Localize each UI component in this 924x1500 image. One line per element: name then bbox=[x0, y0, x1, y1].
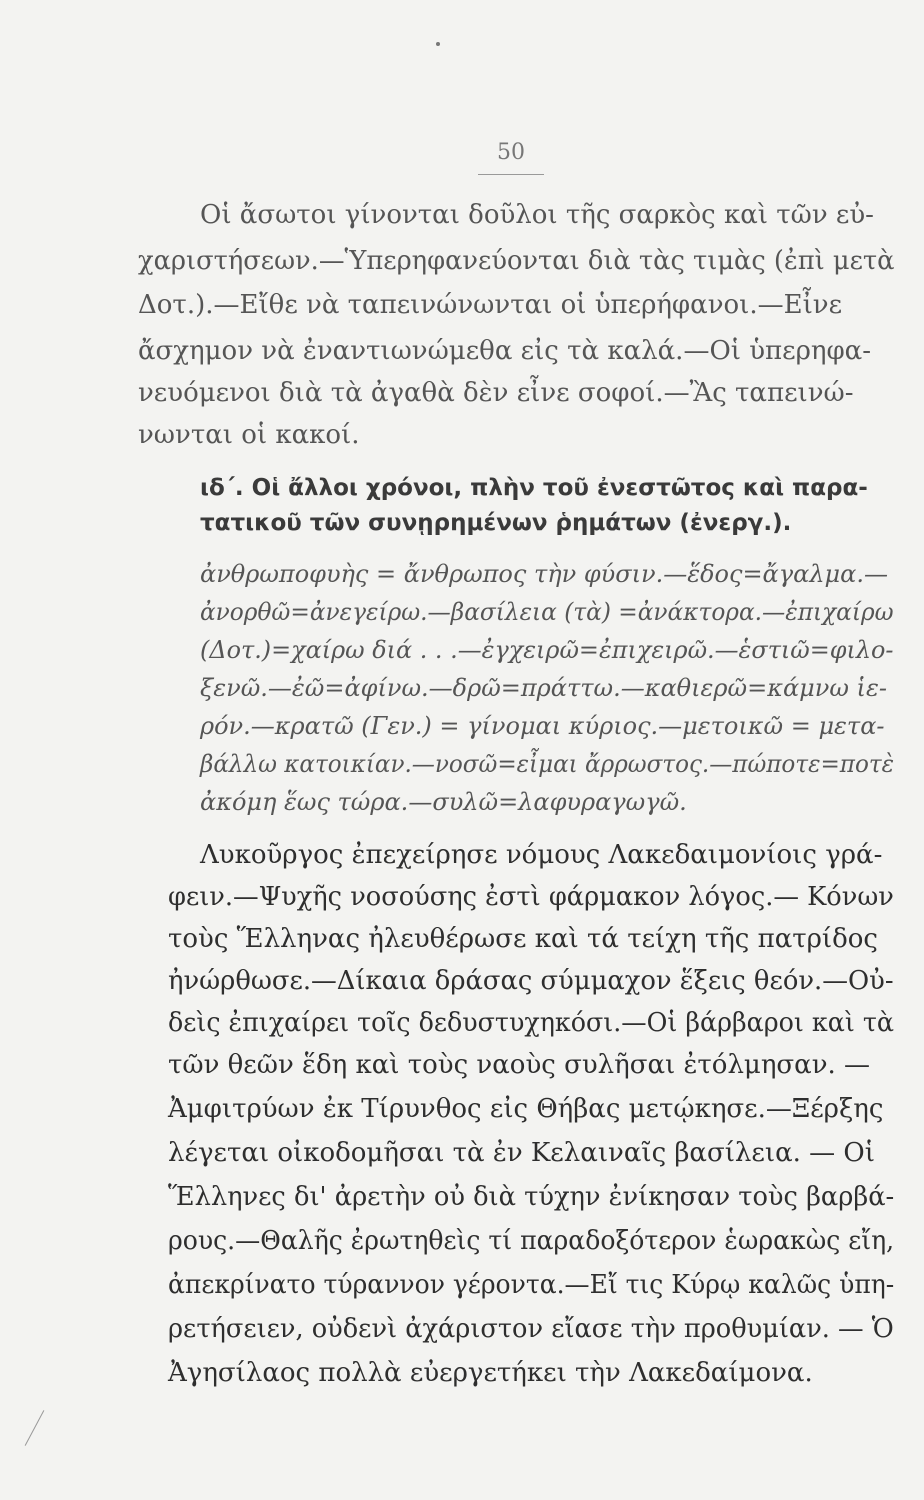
text-line: ἠνώρθωσε.—Δίκαια δράσας σύμμαχον ἕξεις θεόν.—Οὐ- bbox=[168, 966, 894, 996]
ink-speck bbox=[436, 42, 440, 46]
text-line: Οἱ ἄσωτοι γίνονται δοῦλοι τῆς σαρκὸς καὶ τῶν εὐ- bbox=[200, 200, 874, 230]
text-line: Δοτ.).—Εἴθε νὰ ταπεινώνωνται οἱ ὑπερήφανοι.—Εἶνε bbox=[138, 290, 843, 320]
vocab-line: ἀνθρωποφυὴς = ἄνθρωπος τὴν φύσιν.—ἕδος=ἄγαλμα.— bbox=[200, 560, 888, 588]
vocab-line: ἀνορθῶ=ἀνεγείρω.—βασίλεια (τὰ) =ἀνάκτορα.—ἐπιχαίρω bbox=[200, 598, 894, 626]
text-line: ρους.—Θαλῆς ἐρωτηθεὶς τί παραδοξότερον ἑωρακὼς εἴη, bbox=[168, 1226, 895, 1256]
text-line: Ἀμφιτρύων ἐκ Τίρυνθος εἰς Θήβας μετῴκησε.—Ξέρξης bbox=[168, 1094, 884, 1124]
text-line: Ἀγησίλαος πολλὰ εὐεργετήκει τὴν Λακεδαίμονα. bbox=[168, 1358, 813, 1388]
text-line: Λυκοῦργος ἐπεχείρησε νόμους Λακεδαιμονίοις γρά- bbox=[200, 840, 883, 870]
heading-line: τατικοῦ τῶν συνῃρημένων ῥημάτων (ἐνεργ.). bbox=[200, 510, 792, 536]
vocab-line: ρόν.—κρατῶ (Γεν.) = γίνομαι κύριος.—μετοικῶ = μετα- bbox=[200, 712, 885, 740]
text-line: δεὶς ἐπιχαίρει τοῖς δεδυστυχηκόσι.—Οἱ βάρβαροι καὶ τὰ bbox=[168, 1008, 894, 1038]
page-number: 50 bbox=[497, 140, 525, 165]
text-line: χαριστήσεων.—Ὑπερηφανεύονται διὰ τὰς τιμὰς (ἐπὶ μετὰ bbox=[138, 246, 895, 276]
text-line: ρετήσειεν, οὐδενὶ ἀχάριστον εἴασε τὴν προθυμίαν. — Ὁ bbox=[168, 1314, 894, 1344]
text-line: λέγεται οἰκοδομῆσαι τὰ ἐν Κελαιναῖς βασίλεια. — Οἱ bbox=[168, 1138, 875, 1168]
text-line: νευόμενοι διὰ τὰ ἀγαθὰ δὲν εἶνε σοφοί.—Ἂς ταπεινώ- bbox=[138, 378, 854, 408]
vocab-line: (Δοτ.)=χαίρω διά . . .—ἐγχειρῶ=ἐπιχειρῶ.—ἑστιῶ=φιλο- bbox=[200, 636, 894, 664]
text-line: τῶν θεῶν ἕδη καὶ τοὺς ναοὺς συλῆσαι ἐτόλμησαν. — bbox=[168, 1050, 871, 1080]
text-line: τοὺς Ἕλληνας ἠλευθέρωσε καὶ τά τείχη τῆς πατρίδος bbox=[168, 924, 878, 954]
vocab-line: βάλλω κατοικίαν.—νοσῶ=εἶμαι ἄρρωστος.—πώποτε=ποτὲ bbox=[200, 750, 894, 778]
vocab-line: ἀκόμη ἕως τώρα.—συλῶ=λαφυραγωγῶ. bbox=[200, 788, 687, 816]
text-line: Ἕλληνες δι' ἀρετὴν οὐ διὰ τύχην ἐνίκησαν τοὺς βαρβά- bbox=[168, 1182, 895, 1212]
text-line: ἄσχημον νὰ ἐναντιωνώμεθα εἰς τὰ καλά.—Οἱ ὑπερηφα- bbox=[138, 336, 871, 366]
heading-line: ιδ΄. Οἱ ἄλλοι χρόνοι, πλὴν τοῦ ἐνεστῶτος καὶ παρα- bbox=[200, 475, 868, 501]
text-line: φειν.—Ψυχῆς νοσούσης ἐστὶ φάρμακον λόγος.— Κόνων bbox=[168, 882, 894, 912]
page-number-rule bbox=[478, 174, 544, 175]
vocab-line: ξενῶ.—ἐῶ=ἀφίνω.—δρῶ=πράττω.—καθιερῶ=κάμνω ἱε- bbox=[200, 674, 887, 702]
text-line: ἀπεκρίνατο τύραννον γέροντα.—Εἴ τις Κύρῳ καλῶς ὑπη- bbox=[168, 1270, 895, 1300]
text-line: νωνται οἱ κακοί. bbox=[138, 420, 360, 450]
pencil-mark bbox=[25, 1410, 45, 1446]
